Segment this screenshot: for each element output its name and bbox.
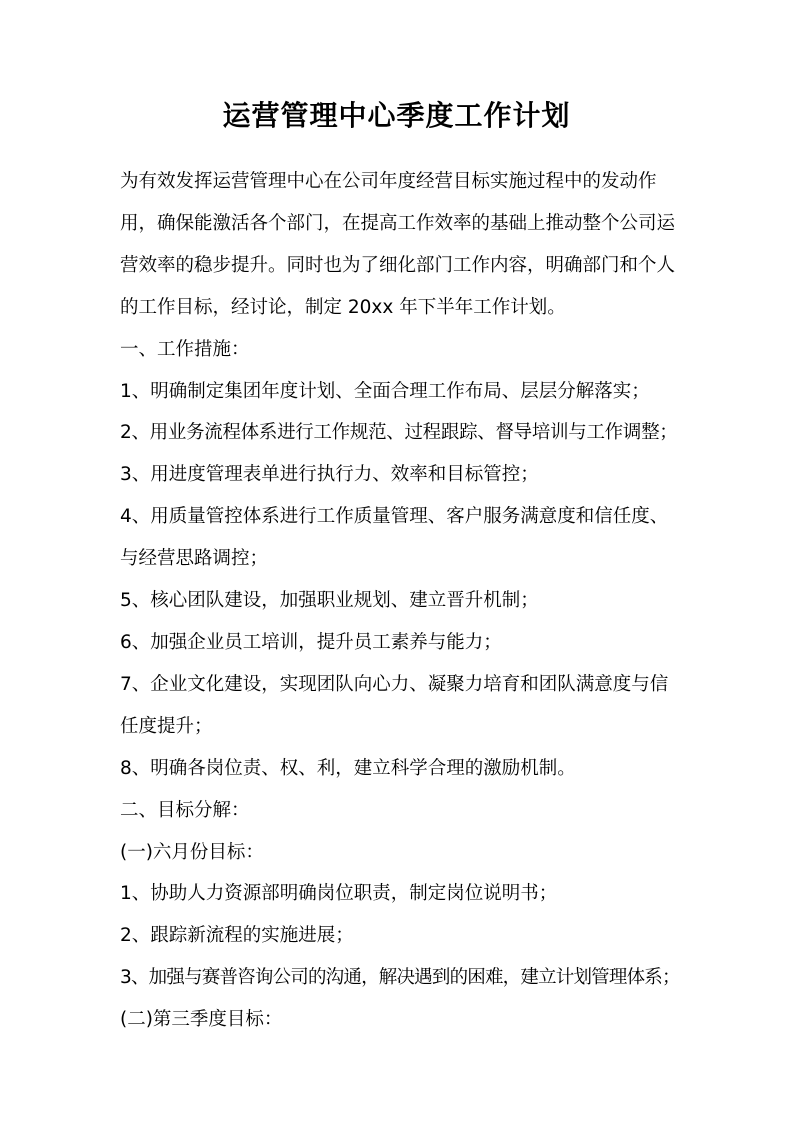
intro-line: 营效率的稳步提升。同时也为了细化部门工作内容，明确部门和个人 [120, 254, 676, 276]
goal-item: 2、跟踪新流程的实施进展； [120, 925, 354, 947]
goal-item: 1、协助人力资源部明确岗位职责，制定岗位说明书； [120, 883, 558, 905]
measure-item: 任度提升； [120, 715, 213, 737]
section-heading-goals: 二、目标分解： [120, 799, 250, 821]
intro-line: 的工作目标，经讨论，制定 20xx 年下半年工作计划。 [120, 296, 566, 318]
document-body [120, 161, 680, 1041]
measure-item: 3、用进度管理表单进行执行力、效率和目标管控； [120, 464, 539, 486]
goal-item: 3、加强与赛普咨询公司的沟通，解决遇到的困难，建立计划管理体系； [120, 967, 680, 989]
document-title: 运营管理中心季度工作计划 [222, 99, 571, 132]
subsection-heading-june: (一)六月份目标： [120, 841, 264, 863]
measure-item: 7、企业文化建设，实现团队向心力、凝聚力培育和团队满意度与信 [120, 673, 669, 695]
intro-line: 用，确保能激活各个部门，在提高工作效率的基础上推动整个公司运 [120, 212, 676, 234]
subsection-heading-q3: (二)第三季度目标： [120, 1009, 283, 1031]
section-heading-measures: 一、工作措施： [120, 338, 250, 360]
measure-item: 5、核心团队建设，加强职业规划、建立晋升机制； [120, 590, 539, 612]
measure-item: 4、用质量管控体系进行工作质量管理、客户服务满意度和信任度、 [120, 506, 669, 528]
measure-item: 2、用业务流程体系进行工作规范、过程跟踪、督导培训与工作调整； [120, 422, 678, 444]
measure-item: 8、明确各岗位责、权、利，建立科学合理的激励机制。 [120, 757, 576, 779]
measure-item: 6、加强企业员工培训，提升员工素养与能力； [120, 631, 502, 653]
intro-line: 为有效发挥运营管理中心在公司年度经营目标实施过程中的发动作 [120, 171, 657, 192]
measure-item: 1、明确制定集团年度计划、全面合理工作布局、层层分解落实； [120, 380, 650, 402]
measure-item: 与经营思路调控； [120, 548, 269, 570]
